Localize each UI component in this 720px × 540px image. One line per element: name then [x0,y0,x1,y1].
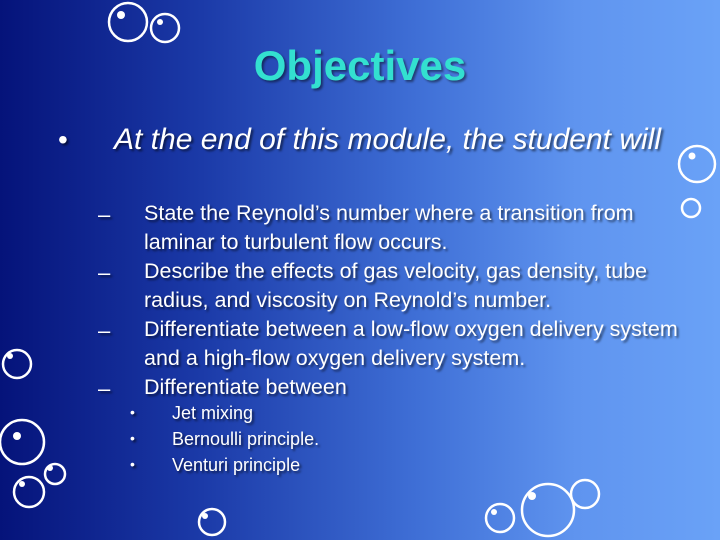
main-bullet-icon: • [58,124,68,155]
subsub-bullet-icon: • [130,456,135,472]
sub-bullet-icon: – [98,318,111,343]
sub-point: Differentiate between [144,375,347,399]
sub-point: Describe the effects of gas velocity, gas density, tube radius, and viscosity on Reynold’s number. [144,259,648,312]
sub-bullet-icon: – [98,260,111,285]
subsub-point: Jet mixing [172,403,254,423]
sub-bullet-icon: – [98,202,111,227]
subsub-bullet-icon: • [130,430,135,446]
sub-point: State the Reynold’s number where a transition from laminar to turbulent flow occurs. [144,201,634,254]
sub-point: Differentiate between a low-flow oxygen delivery system and a high-flow oxygen delivery system. [144,317,678,370]
sub-bullet-icon: – [98,376,111,401]
subsub-point: Venturi principle [172,455,301,475]
slide-title: Objectives [253,42,467,89]
main-point: At the end of this module, the student will [114,123,661,156]
subsub-point: Bernoulli principle. [172,429,320,449]
subsub-bullet-icon: • [130,404,135,420]
